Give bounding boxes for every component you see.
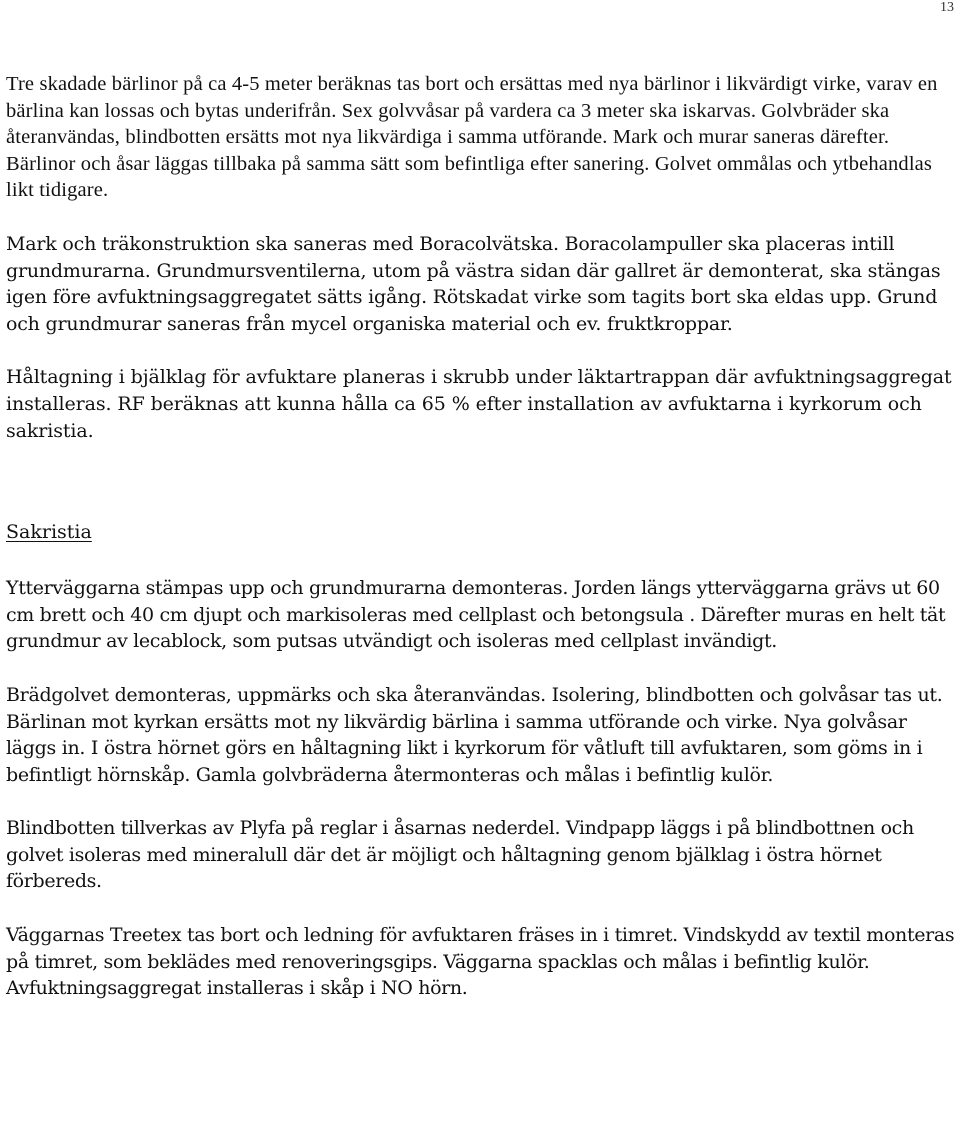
section-spacer — [6, 471, 956, 519]
paragraph-sanering: Mark och träkonstruktion ska saneras med Boracolvätska. Boracolampuller ska placeras intill grundmurarna. Grundmursventilerna, utom på västra sidan där gallret är demonterat, ska stängas igen före avfuktningsaggregatet sätts igång. Rötskadat virke som tagits bort ska eldas upp. Grund och grundmurar saneras från mycel organiska material och ev. fruktkroppar. — [6, 232, 941, 335]
section-heading-sakristia: Sakristia — [6, 521, 92, 544]
paragraph-haltagning: Håltagning i bjälklag för avfuktare planeras i skrubb under läktartrappan där avfuktningsaggregat installeras. RF beräknas att kunna hålla ca 65 % efter installation av avfuktarna i kyrkorum och sakristia. — [6, 366, 952, 442]
document-body — [6, 71, 956, 1029]
page-number: 13 — [940, 0, 954, 15]
paragraph-barlinor: Tre skadade bärlinor på ca 4-5 meter beräknas tas bort och ersättas med nya bärlinor i likvärdigt virke, varav en bärlina kan lossas och bytas underifrån. Sex golvvåsar på vardera ca 3 meter ska iskarvas. Golvbräder ska återanvändas, blindbotten ersätts mot nya likvärdiga i samma utförande. Mark och murar saneras därefter. Bärlinor och åsar läggas tillbaka på samma sätt som befintliga efter sanering. Golvet ommålas och ytbehandlas likt tidigare. — [6, 73, 938, 202]
paragraph-ytterväggar: Ytterväggarna stämpas upp och grundmurarna demonteras. Jorden längs ytterväggarna grävs ut 60 cm brett och 40 cm djupt och markisoleras med cellplast och betongsula . Därefter muras en helt tät grundmur av lecablock, som putsas utvändigt och isoleras med cellplast invändigt. — [6, 577, 946, 653]
paragraph-blindbotten: Blindbotten tillverkas av Plyfa på reglar i åsarnas nederdel. Vindpapp läggs i på blindbottnen och golvet isoleras med mineralull där det är möjligt och håltagning genom bjälklag i östra hörnet förbereds. — [6, 817, 914, 893]
paragraph-vaggar: Väggarnas Treetex tas bort och ledning för avfuktaren fräses in i timret. Vindskydd av textil monteras på timret, som beklädes med renoveringsgips. Väggarna spacklas och målas i befintlig kulör. Avfuktningsaggregat installeras i skåp i NO hörn. — [6, 924, 955, 1000]
paragraph-bradgolv: Brädgolvet demonteras, uppmärks och ska återanvändas. Isolering, blindbotten och golvåsar tas ut. Bärlinan mot kyrkan ersätts mot ny likvärdig bärlina i samma utförande och virke. Nya golvåsar läggs in. I östra hörnet görs en håltagning likt i kyrkorum för våtluft till avfuktaren, som göms in i befintligt hörnskåp. Gamla golvbräderna återmonteras och målas i befintlig kulör. — [6, 683, 943, 786]
